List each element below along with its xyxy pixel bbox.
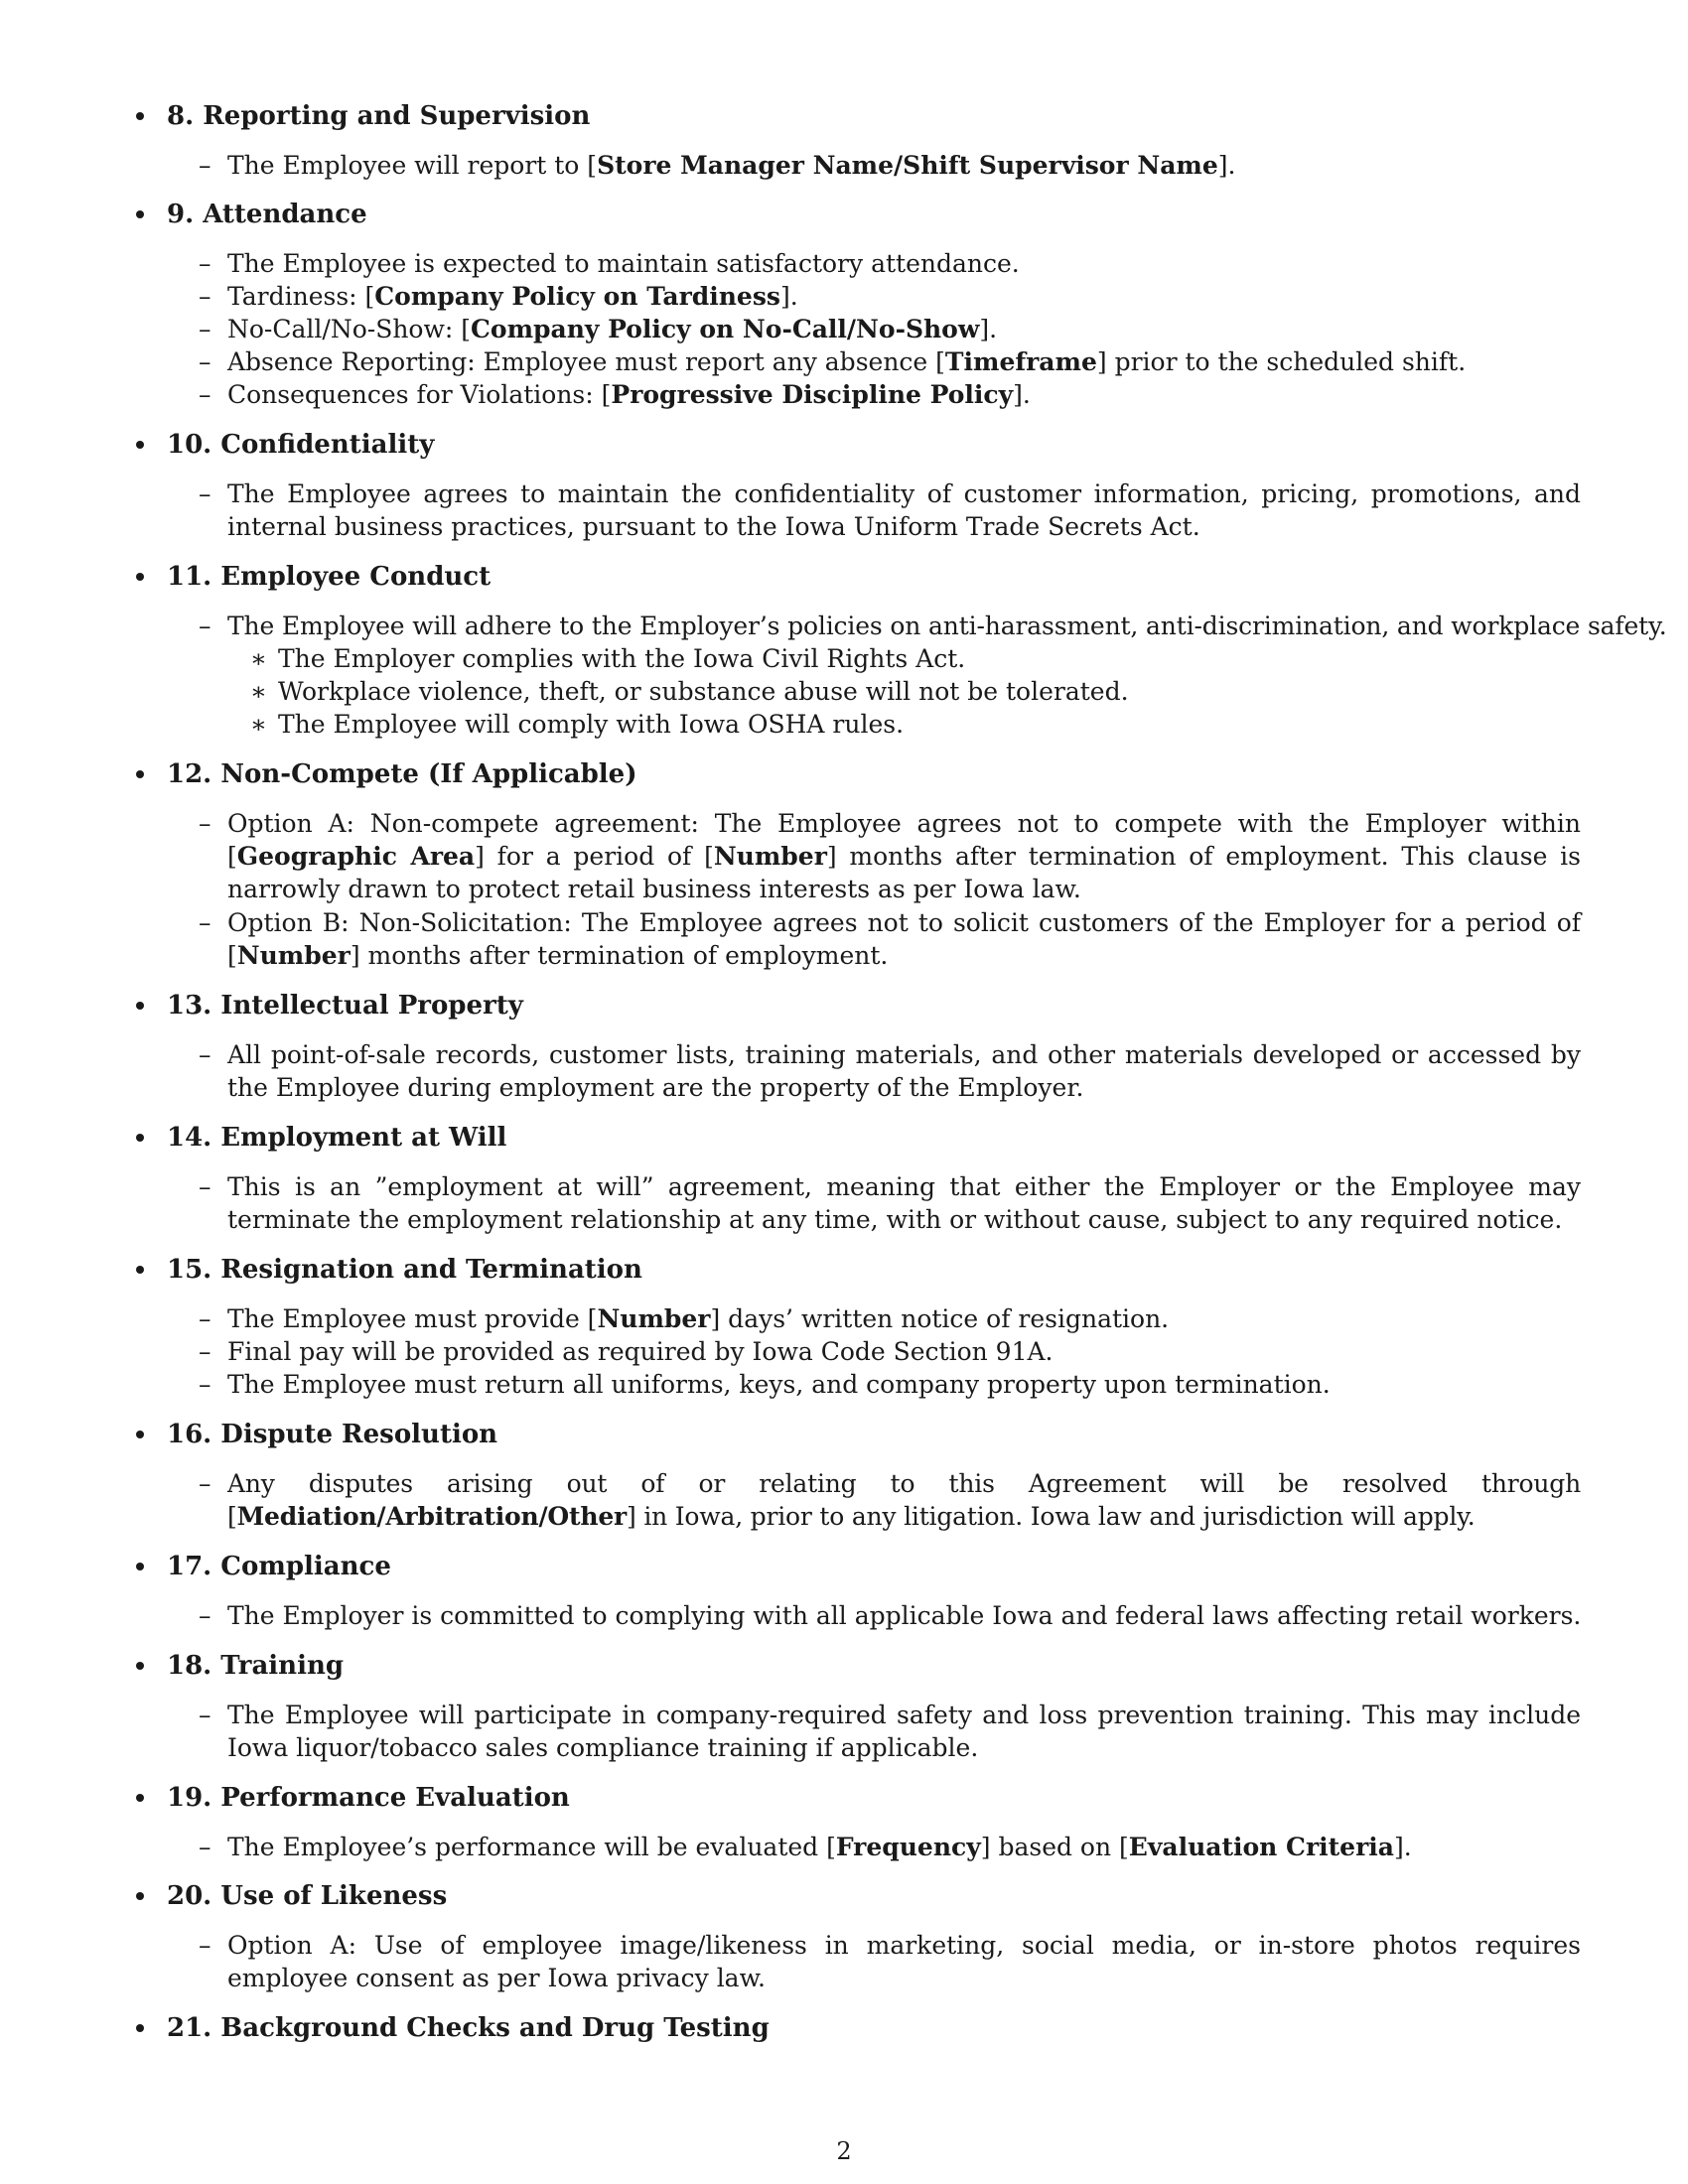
section-title: 11. Employee Conduct xyxy=(167,562,492,592)
dash-icon: – xyxy=(199,249,211,278)
bullet-icon xyxy=(136,1002,144,1010)
bullet-icon xyxy=(136,1662,144,1670)
bullet-icon xyxy=(136,2024,144,2032)
dash-icon: – xyxy=(199,612,211,640)
item-text: Consequences for Violations: [Progressive Discipline Policy]. xyxy=(227,380,1031,409)
item-text: Final pay will be provided as required by Iowa Code Section 91A. xyxy=(227,1337,1054,1366)
sub-item-text: The Employee will comply with Iowa OSHA rules. xyxy=(278,710,905,739)
bullet-icon xyxy=(136,770,144,778)
bullet-icon xyxy=(136,441,144,449)
dash-icon: – xyxy=(199,347,211,376)
dash-icon: – xyxy=(199,908,211,937)
sub-item-text: Workplace violence, theft, or substance abuse will not be tolerated. xyxy=(278,677,1129,706)
item-text: Any disputes arising out of or relating to this Agreement will be resolved through [Mediation/Arbitration/Other] in Iowa, prior to any litigation. Iowa law and jurisdiction will apply. xyxy=(227,1469,1581,1532)
asterisk-icon: ∗ xyxy=(250,677,267,706)
section-title: 21. Background Checks and Drug Testing xyxy=(167,2013,770,2043)
section-title: 13. Intellectual Property xyxy=(167,991,523,1021)
dash-icon: – xyxy=(199,380,211,409)
section-title: 14. Employment at Will xyxy=(167,1123,507,1153)
section-title: 18. Training xyxy=(167,1651,345,1681)
dash-icon: – xyxy=(199,315,211,343)
dash-icon: – xyxy=(199,1040,211,1069)
dash-icon: – xyxy=(199,809,211,838)
item-text: This is an ”employment at will” agreement, meaning that either the Employer or the Employee may terminate the employment relationship at any time, with or without cause, subject to any required notice. xyxy=(227,1172,1581,1235)
dash-icon: – xyxy=(199,479,211,508)
section-title: 15. Resignation and Termination xyxy=(167,1255,642,1285)
item-text: The Employee will participate in company-required safety and loss prevention training. This may include Iowa liquor/tobacco sales compliance training if applicable. xyxy=(227,1701,1581,1763)
item-text: All point-of-sale records, customer lists, training materials, and other materials developed or accessed by the Employee during employment are the property of the Employer. xyxy=(227,1040,1581,1103)
asterisk-icon: ∗ xyxy=(250,710,267,739)
item-text: The Employee agrees to maintain the confidentiality of customer information, pricing, promotions, and internal business practices, pursuant to the Iowa Uniform Trade Secrets Act. xyxy=(227,479,1581,542)
dash-icon: – xyxy=(199,1601,211,1630)
section-title: 10. Confidentiality xyxy=(167,430,435,460)
bullet-icon xyxy=(136,1794,144,1802)
dash-icon: – xyxy=(199,1833,211,1861)
dash-icon: – xyxy=(199,282,211,311)
item-text: Option A: Non-compete agreement: The Employee agrees not to compete with the Employer within [Geographic Area] for a period of [Number] months after termination of employment. This clause is narrowly drawn to protect retail business interests as per Iowa law. xyxy=(227,809,1581,904)
page-number: 2 xyxy=(836,2137,852,2165)
dash-icon: – xyxy=(199,1172,211,1201)
section-title: 12. Non-Compete (If Applicable) xyxy=(167,759,637,789)
dash-icon: – xyxy=(199,1370,211,1399)
bullet-icon xyxy=(136,210,144,218)
dash-icon: – xyxy=(199,151,211,180)
sub-item-text: The Employer complies with the Iowa Civil Rights Act. xyxy=(278,644,966,673)
section-title: 9. Attendance xyxy=(167,200,367,229)
bullet-icon xyxy=(136,1892,144,1900)
item-text: The Employee’s performance will be evaluated [Frequency] based on [Evaluation Criteria]. xyxy=(227,1833,1412,1861)
section-title: 17. Compliance xyxy=(167,1552,391,1581)
item-text: Tardiness: [Company Policy on Tardiness]. xyxy=(227,282,798,311)
item-text: The Employee is expected to maintain satisfactory attendance. xyxy=(227,249,1020,278)
item-text: The Employer is committed to complying with all applicable Iowa and federal laws affecting retail workers. xyxy=(227,1601,1582,1630)
bullet-icon xyxy=(136,573,144,581)
section-title: 16. Dispute Resolution xyxy=(167,1420,498,1449)
section-title: 20. Use of Likeness xyxy=(167,1881,448,1911)
bullet-icon xyxy=(136,1563,144,1570)
item-text: The Employee will report to [Store Manager Name/Shift Supervisor Name]. xyxy=(227,151,1236,180)
dash-icon: – xyxy=(199,1304,211,1333)
item-text: The Employee must provide [Number] days’ written notice of resignation. xyxy=(227,1304,1170,1333)
item-text: The Employee must return all uniforms, keys, and company property upon termination. xyxy=(227,1370,1331,1399)
dash-icon: – xyxy=(199,1337,211,1366)
section-title: 8. Reporting and Supervision xyxy=(167,101,591,131)
dash-icon: – xyxy=(199,1931,211,1960)
item-text: Absence Reporting: Employee must report any absence [Timeframe] prior to the scheduled shift. xyxy=(227,347,1467,376)
dash-icon: – xyxy=(199,1469,211,1498)
item-text: No-Call/No-Show: [Company Policy on No-Call/No-Show]. xyxy=(227,315,998,343)
bullet-icon xyxy=(136,1134,144,1142)
bullet-icon xyxy=(136,112,144,120)
section-title: 19. Performance Evaluation xyxy=(167,1783,570,1813)
item-text: The Employee will adhere to the Employer’s policies on anti-harassment, anti-discrimination, and workplace safety. xyxy=(227,612,1667,640)
dash-icon: – xyxy=(199,1701,211,1729)
bullet-icon xyxy=(136,1266,144,1274)
bullet-icon xyxy=(136,1431,144,1438)
item-text: Option A: Use of employee image/likeness in marketing, social media, or in-store photos requires employee consent as per Iowa privacy law. xyxy=(227,1931,1581,1993)
item-text: Option B: Non-Solicitation: The Employee agrees not to solicit customers of the Employer for a period of [Number] months after termination of employment. xyxy=(227,908,1581,971)
asterisk-icon: ∗ xyxy=(250,644,267,673)
